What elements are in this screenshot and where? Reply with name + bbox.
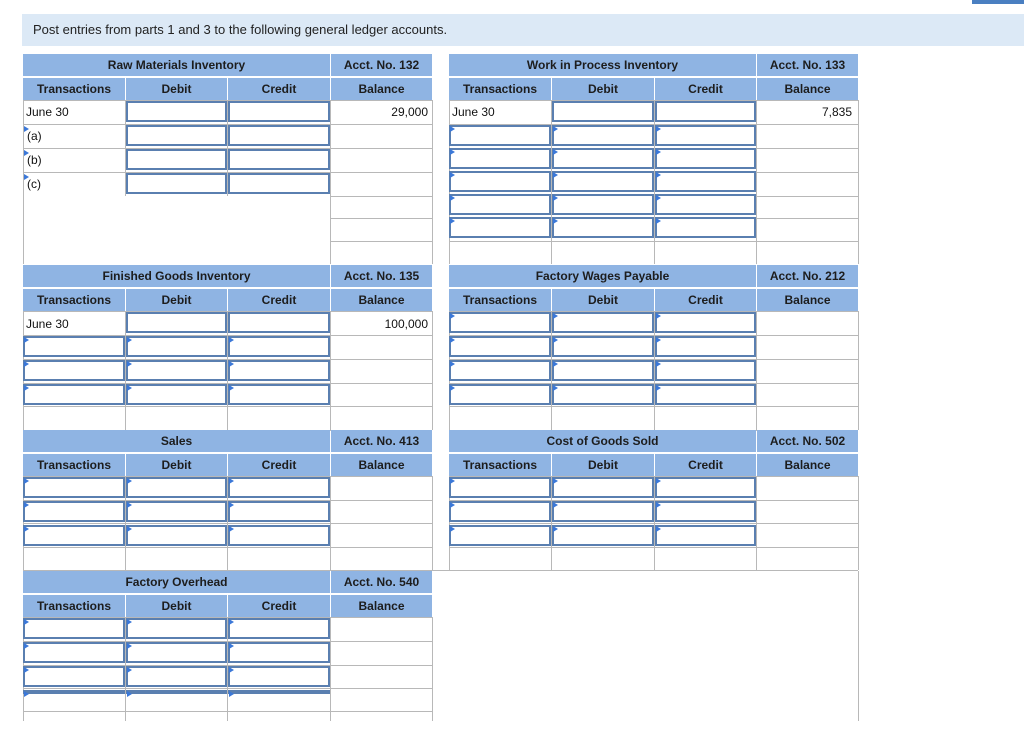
sales-col-credit: Credit <box>228 454 330 476</box>
factory-wages-debit-input[interactable] <box>552 384 654 405</box>
cogs-dropdown-marker <box>450 502 455 508</box>
factory-wages-debit-input[interactable] <box>552 336 654 357</box>
raw-materials-debit-input[interactable] <box>126 149 227 170</box>
finished-goods-dropdown-marker <box>229 337 234 343</box>
grid-line <box>756 311 757 430</box>
work-in-process-transaction-input[interactable] <box>449 217 551 238</box>
factory-overhead-dropdown-marker <box>127 619 132 625</box>
raw-materials-opening-label: June 30 <box>26 105 69 119</box>
finished-goods-dropdown-marker <box>127 385 132 391</box>
factory-wages-transaction-input[interactable] <box>449 360 551 381</box>
sales-debit-input[interactable] <box>126 477 227 498</box>
sales-debit-input[interactable] <box>126 501 227 522</box>
factory-overhead-dropdown-marker <box>127 643 132 649</box>
cogs-credit-input[interactable] <box>655 525 756 546</box>
raw-materials-col-transactions: Transactions <box>23 78 125 100</box>
cogs-dropdown-marker <box>656 526 661 532</box>
cost-of-goods-sold-col-balance: Balance <box>757 454 858 476</box>
factory-wages-dropdown-marker <box>656 385 661 391</box>
factory-wages-transaction-input[interactable] <box>449 336 551 357</box>
finished-goods-dropdown-marker <box>127 361 132 367</box>
grid-line <box>432 570 858 571</box>
raw-materials-row-label: (c) <box>27 177 41 191</box>
finished-goods-debit-input[interactable] <box>126 360 227 381</box>
sales-dropdown-marker <box>229 478 234 484</box>
finished-goods-credit-input[interactable] <box>228 312 330 333</box>
instruction-banner <box>22 14 1024 46</box>
work-in-process-dropdown-marker <box>450 126 455 132</box>
work-in-process-debit-input[interactable] <box>552 125 654 146</box>
raw-materials-dropdown-marker <box>24 150 29 156</box>
factory-overhead-dropdown-marker <box>24 667 29 673</box>
cogs-transaction-input[interactable] <box>449 525 551 546</box>
sales-col-balance: Balance <box>331 454 432 476</box>
cogs-dropdown-marker <box>553 526 558 532</box>
finished-goods-acct-number: Acct. No. 135 <box>331 265 432 287</box>
work-in-process-dropdown-marker <box>656 126 661 132</box>
finished-goods-credit-input[interactable] <box>228 336 330 357</box>
raw-materials-credit-input[interactable] <box>228 173 330 194</box>
work-in-process-col-transactions: Transactions <box>449 78 551 100</box>
cogs-dropdown-marker <box>553 478 558 484</box>
grid-line <box>858 476 859 570</box>
grid-line <box>432 476 433 570</box>
cost-of-goods-sold-acct-number: Acct. No. 502 <box>757 430 858 452</box>
cogs-debit-input[interactable] <box>552 477 654 498</box>
cogs-credit-input[interactable] <box>655 501 756 522</box>
factory-wages-dropdown-marker <box>656 337 661 343</box>
sales-credit-input[interactable] <box>228 477 330 498</box>
factory-wages-dropdown-marker <box>553 337 558 343</box>
factory-wages-credit-input[interactable] <box>655 336 756 357</box>
factory-wages-dropdown-marker <box>656 361 661 367</box>
sales-dropdown-marker <box>127 478 132 484</box>
raw-materials-blank-area <box>24 196 330 264</box>
grid-line <box>432 100 433 264</box>
work-in-process-credit-input[interactable] <box>655 217 756 238</box>
factory-wages-debit-input[interactable] <box>552 360 654 381</box>
work-in-process-col-debit: Debit <box>552 78 654 100</box>
finished-goods-transaction-input[interactable] <box>23 384 125 405</box>
factory-wages-transaction-input[interactable] <box>449 312 551 333</box>
raw-materials-col-debit: Debit <box>126 78 227 100</box>
finished-goods-debit-input[interactable] <box>126 312 227 333</box>
raw-materials-dropdown-marker <box>24 174 29 180</box>
work-in-process-dropdown-marker <box>656 149 661 155</box>
work-in-process-dropdown-marker <box>553 218 558 224</box>
work-in-process-credit-input[interactable] <box>655 125 756 146</box>
sales-col-debit: Debit <box>126 454 227 476</box>
cost-of-goods-sold-title-header: Cost of Goods Sold <box>449 430 756 452</box>
work-in-process-dropdown-marker <box>553 195 558 201</box>
factory-overhead-col-debit: Debit <box>126 595 227 617</box>
factory-overhead-debit-input[interactable] <box>126 642 227 663</box>
finished-goods-col-balance: Balance <box>331 289 432 311</box>
grid-line <box>858 100 859 264</box>
work-in-process-dropdown-marker <box>656 218 661 224</box>
factory-overhead-transaction-input[interactable] <box>23 690 125 694</box>
work-in-process-dropdown-marker <box>450 218 455 224</box>
sales-dropdown-marker <box>24 526 29 532</box>
sales-credit-input[interactable] <box>228 525 330 546</box>
work-in-process-debit-input[interactable] <box>552 148 654 169</box>
work-in-process-dropdown-marker <box>450 149 455 155</box>
factory-overhead-credit-input[interactable] <box>228 666 330 687</box>
work-in-process-opening-balance: 7,835 <box>821 105 852 119</box>
factory-overhead-col-balance: Balance <box>331 595 432 617</box>
sales-transaction-input[interactable] <box>23 501 125 522</box>
cogs-transaction-input[interactable] <box>449 477 551 498</box>
work-in-process-transaction-input[interactable] <box>449 171 551 192</box>
cost-of-goods-sold-col-debit: Debit <box>552 454 654 476</box>
finished-goods-col-transactions: Transactions <box>23 289 125 311</box>
raw-materials-credit-input[interactable] <box>228 125 330 146</box>
cogs-debit-input[interactable] <box>552 525 654 546</box>
finished-goods-dropdown-marker <box>229 361 234 367</box>
factory-overhead-dropdown-marker <box>229 691 234 697</box>
work-in-process-debit-input[interactable] <box>552 171 654 192</box>
factory-overhead-debit-input[interactable] <box>126 690 227 694</box>
factory-overhead-debit-input[interactable] <box>126 666 227 687</box>
factory-wages-dropdown-marker <box>553 361 558 367</box>
raw-materials-dropdown-marker <box>24 126 29 132</box>
grid-line <box>756 476 757 570</box>
factory-overhead-col-credit: Credit <box>228 595 330 617</box>
factory-overhead-dropdown-marker <box>127 667 132 673</box>
grid-line <box>330 100 331 264</box>
sales-dropdown-marker <box>24 478 29 484</box>
finished-goods-debit-input[interactable] <box>126 336 227 357</box>
raw-materials-credit-input[interactable] <box>228 149 330 170</box>
cogs-debit-input[interactable] <box>552 501 654 522</box>
factory-overhead-credit-input[interactable] <box>228 690 330 694</box>
factory-overhead-transaction-input[interactable] <box>23 642 125 663</box>
factory-overhead-dropdown-marker <box>24 619 29 625</box>
work-in-process-credit-input[interactable] <box>655 148 756 169</box>
cost-of-goods-sold-col-transactions: Transactions <box>449 454 551 476</box>
sales-title-header: Sales <box>23 430 330 452</box>
raw-materials-row-label: (a) <box>27 129 42 143</box>
work-in-process-opening-label: June 30 <box>452 105 495 119</box>
raw-materials-credit-input[interactable] <box>228 101 330 122</box>
sales-dropdown-marker <box>229 502 234 508</box>
raw-materials-col-credit: Credit <box>228 78 330 100</box>
finished-goods-dropdown-marker <box>229 385 234 391</box>
factory-wages-dropdown-marker <box>450 337 455 343</box>
finished-goods-transaction-input[interactable] <box>23 336 125 357</box>
work-in-process-acct-number: Acct. No. 133 <box>757 54 858 76</box>
work-in-process-transaction-input[interactable] <box>449 194 551 215</box>
work-in-process-debit-input[interactable] <box>552 101 654 122</box>
raw-materials-opening-balance: 29,000 <box>391 105 428 119</box>
finished-goods-col-credit: Credit <box>228 289 330 311</box>
cogs-dropdown-marker <box>450 478 455 484</box>
factory-wages-transaction-input[interactable] <box>449 384 551 405</box>
grid-line <box>858 311 859 430</box>
top-accent-bar <box>972 0 1024 4</box>
raw-materials-debit-input[interactable] <box>126 125 227 146</box>
instruction-text: Post entries from parts 1 and 3 to the following general ledger accounts. <box>33 22 448 37</box>
work-in-process-dropdown-marker <box>450 195 455 201</box>
factory-wages-acct-number: Acct. No. 212 <box>757 265 858 287</box>
factory-wages-credit-input[interactable] <box>655 384 756 405</box>
sales-acct-number: Acct. No. 413 <box>331 430 432 452</box>
work-in-process-dropdown-marker <box>553 172 558 178</box>
raw-materials-acct-number: Acct. No. 132 <box>331 54 432 76</box>
finished-goods-dropdown-marker <box>24 337 29 343</box>
work-in-process-dropdown-marker <box>656 172 661 178</box>
sales-col-transactions: Transactions <box>23 454 125 476</box>
cogs-transaction-input[interactable] <box>449 501 551 522</box>
factory-overhead-dropdown-marker <box>127 691 132 697</box>
cogs-dropdown-marker <box>553 502 558 508</box>
sales-credit-input[interactable] <box>228 501 330 522</box>
factory-wages-dropdown-marker <box>553 385 558 391</box>
finished-goods-credit-input[interactable] <box>228 360 330 381</box>
finished-goods-dropdown-marker <box>127 337 132 343</box>
work-in-process-dropdown-marker <box>450 172 455 178</box>
factory-overhead-title-header: Factory Overhead <box>23 571 330 593</box>
sales-dropdown-marker <box>127 526 132 532</box>
sales-transaction-input[interactable] <box>23 477 125 498</box>
factory-overhead-debit-input[interactable] <box>126 618 227 639</box>
finished-goods-title-header: Finished Goods Inventory <box>23 265 330 287</box>
sales-transaction-input[interactable] <box>23 525 125 546</box>
work-in-process-credit-input[interactable] <box>655 194 756 215</box>
factory-wages-dropdown-marker <box>450 313 455 319</box>
factory-wages-col-credit: Credit <box>655 289 756 311</box>
factory-wages-dropdown-marker <box>450 361 455 367</box>
factory-wages-debit-input[interactable] <box>552 312 654 333</box>
raw-materials-title-header: Raw Materials Inventory <box>23 54 330 76</box>
work-in-process-credit-input[interactable] <box>655 171 756 192</box>
work-in-process-debit-input[interactable] <box>552 194 654 215</box>
raw-materials-debit-input[interactable] <box>126 173 227 194</box>
factory-overhead-col-transactions: Transactions <box>23 595 125 617</box>
work-in-process-dropdown-marker <box>553 126 558 132</box>
factory-wages-dropdown-marker <box>656 313 661 319</box>
factory-overhead-dropdown-marker <box>229 619 234 625</box>
work-in-process-dropdown-marker <box>656 195 661 201</box>
cogs-dropdown-marker <box>656 502 661 508</box>
finished-goods-dropdown-marker <box>24 385 29 391</box>
grid-line <box>432 311 433 430</box>
factory-overhead-dropdown-marker <box>229 643 234 649</box>
finished-goods-credit-input[interactable] <box>228 384 330 405</box>
factory-overhead-transaction-input[interactable] <box>23 618 125 639</box>
cogs-credit-input[interactable] <box>655 477 756 498</box>
grid-line <box>432 617 433 721</box>
factory-wages-col-transactions: Transactions <box>449 289 551 311</box>
factory-wages-title-header: Factory Wages Payable <box>449 265 756 287</box>
factory-wages-col-debit: Debit <box>552 289 654 311</box>
finished-goods-opening-balance: 100,000 <box>384 317 428 331</box>
factory-wages-credit-input[interactable] <box>655 312 756 333</box>
factory-overhead-credit-input[interactable] <box>228 642 330 663</box>
factory-overhead-transaction-input[interactable] <box>23 666 125 687</box>
factory-overhead-dropdown-marker <box>24 643 29 649</box>
raw-materials-row-label: (b) <box>27 153 42 167</box>
work-in-process-debit-input[interactable] <box>552 217 654 238</box>
finished-goods-debit-input[interactable] <box>126 384 227 405</box>
sales-dropdown-marker <box>229 526 234 532</box>
cogs-dropdown-marker <box>450 526 455 532</box>
sales-dropdown-marker <box>127 502 132 508</box>
factory-overhead-dropdown-marker <box>229 667 234 673</box>
raw-materials-col-balance: Balance <box>331 78 432 100</box>
factory-overhead-dropdown-marker <box>24 691 29 697</box>
factory-overhead-acct-number: Acct. No. 540 <box>331 571 432 593</box>
finished-goods-col-debit: Debit <box>126 289 227 311</box>
work-in-process-dropdown-marker <box>553 149 558 155</box>
work-in-process-title-header: Work in Process Inventory <box>449 54 756 76</box>
work-in-process-credit-input[interactable] <box>655 101 756 122</box>
work-in-process-col-credit: Credit <box>655 78 756 100</box>
work-in-process-transaction-input[interactable] <box>449 125 551 146</box>
factory-wages-col-balance: Balance <box>757 289 858 311</box>
raw-materials-debit-input[interactable] <box>126 101 227 122</box>
finished-goods-opening-label: June 30 <box>26 317 69 331</box>
factory-wages-credit-input[interactable] <box>655 360 756 381</box>
work-in-process-col-balance: Balance <box>757 78 858 100</box>
cogs-dropdown-marker <box>656 478 661 484</box>
factory-wages-dropdown-marker <box>553 313 558 319</box>
factory-wages-dropdown-marker <box>450 385 455 391</box>
grid-line <box>330 476 331 570</box>
grid-line <box>756 100 757 264</box>
cost-of-goods-sold-col-credit: Credit <box>655 454 756 476</box>
factory-overhead-credit-input[interactable] <box>228 618 330 639</box>
finished-goods-dropdown-marker <box>24 361 29 367</box>
sales-debit-input[interactable] <box>126 525 227 546</box>
finished-goods-transaction-input[interactable] <box>23 360 125 381</box>
grid-line <box>330 617 331 721</box>
work-in-process-transaction-input[interactable] <box>449 148 551 169</box>
grid-line <box>858 571 859 721</box>
sales-dropdown-marker <box>24 502 29 508</box>
